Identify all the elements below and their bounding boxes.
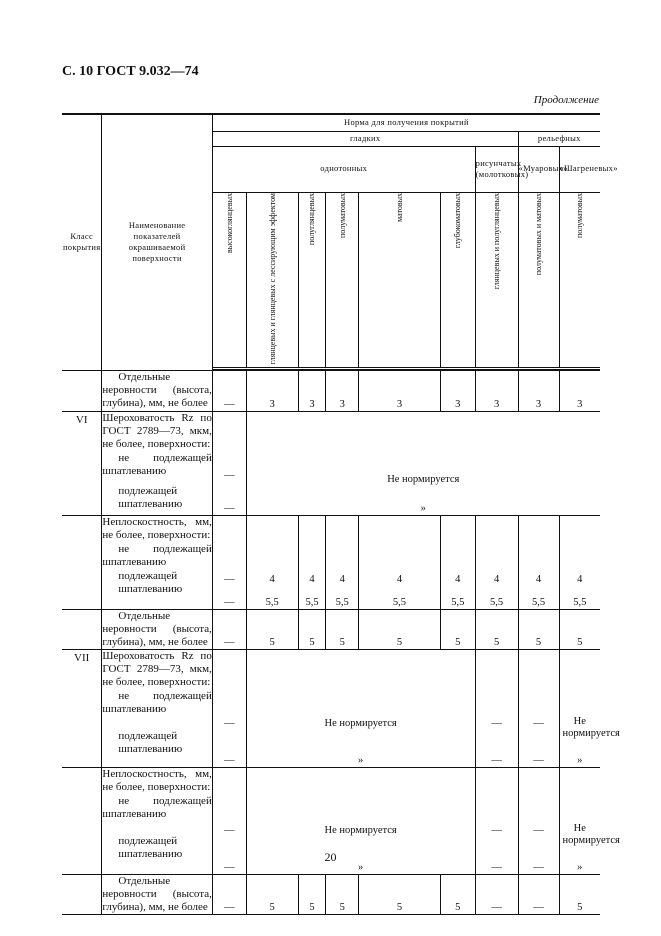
- value-cell: 3: [298, 370, 326, 411]
- col-semi-gloss: [298, 192, 326, 367]
- row-label-text: Шероховатость Rz по ГОСТ 2789—73, мкм, не более, поверхности:: [102, 649, 212, 688]
- row-label: [102, 649, 212, 767]
- value-cell: 3: [518, 370, 559, 411]
- value-cell: 3: [475, 370, 518, 411]
- row-label-text: Отдельные неровности (высота, глубина), мм, не более: [102, 609, 212, 648]
- col-semi-matte: [326, 192, 359, 367]
- row-label-text: Неплоскостность, мм, не более, поверхности:: [102, 515, 212, 541]
- moire-header: «Муаровых»: [518, 146, 559, 192]
- col-high-gloss-label: высокоглянцевых: [224, 192, 234, 253]
- value-cell: 5: [518, 609, 559, 649]
- value-cell: — —: [212, 649, 246, 767]
- dash-value: —: [223, 502, 235, 514]
- class-cell: VI: [62, 411, 102, 515]
- value-cell: 4 5,5: [246, 515, 298, 609]
- value-cell: 4 5,5: [326, 515, 359, 609]
- row-label: [102, 515, 212, 609]
- norm-header: Норма для получения покрытий: [212, 114, 600, 131]
- table-row: [62, 515, 600, 609]
- value-cell: 5: [246, 874, 298, 914]
- value-cell: 5: [298, 874, 326, 914]
- page-number: 20: [324, 850, 337, 864]
- relief-header: рельефных: [518, 131, 600, 146]
- table-row: [62, 874, 600, 914]
- value-cell: 5: [475, 609, 518, 649]
- value-cell: 3: [559, 370, 600, 411]
- value-cell: 5: [298, 609, 326, 649]
- value-cell: 4 5,5: [475, 515, 518, 609]
- monotone-header: однотонных: [212, 146, 475, 192]
- row-label-text: Отдельные неровности (высота, глубина), мм, не более: [102, 370, 212, 409]
- sub-label: подлежащей шпатлеванию: [118, 484, 183, 510]
- row-label-text: Неплоскостность, мм, не более, поверхности:: [102, 767, 212, 793]
- not-normed-text: Не нормируется: [324, 824, 397, 836]
- class-cell: [62, 515, 102, 609]
- not-normed-text: Не нормируется: [387, 473, 460, 485]
- shagreen-header: «Шагреневых»: [559, 146, 600, 192]
- col-high-gloss: [212, 192, 246, 367]
- value-cell: 5: [440, 609, 475, 649]
- col-header-name: Наименование показателей окрашиваемой поверхности: [102, 114, 212, 370]
- sub-label: не подлежащей шпатлеванию: [102, 451, 212, 477]
- col-matte-label: матовых: [394, 192, 404, 222]
- value-cell: 5: [326, 874, 359, 914]
- col-semi-matte-label: полуматовых: [337, 192, 347, 238]
- value-cell: — —: [212, 515, 246, 609]
- col-header-class: Класс покрытия: [62, 114, 102, 370]
- value-cell: 5: [246, 609, 298, 649]
- sub-label: не подлежащей шпатлеванию: [102, 542, 212, 568]
- ditto-mark: »: [357, 861, 364, 873]
- value-cell: 5: [359, 609, 441, 649]
- class-cell: [62, 609, 102, 649]
- sub-label: подлежащей шпатлеванию: [118, 569, 183, 595]
- value-cell: — —: [518, 767, 559, 874]
- col-moire-matte: [518, 192, 559, 367]
- table-row: [62, 411, 600, 515]
- value-cell: 4 5,5: [359, 515, 441, 609]
- ditto-mark: »: [357, 754, 364, 766]
- row-label: [102, 370, 212, 411]
- sub-label: подлежащей шпатлеванию: [118, 834, 183, 860]
- col-patterned-gloss-label: глянцевых и полуглянцевых: [492, 192, 502, 289]
- value-cell: 5: [359, 874, 441, 914]
- col-shagreen-semimatte: [559, 192, 600, 367]
- value-cell: 4 5,5: [440, 515, 475, 609]
- not-normed-text: Не нормируется: [562, 715, 620, 740]
- value-cell: 3: [359, 370, 441, 411]
- col-gloss-glazing: [246, 192, 298, 367]
- table-row: [62, 609, 600, 649]
- col-moire-matte-label: полуматовых и матовых: [533, 192, 543, 275]
- patterned-header: рисунчатых (молотковых): [475, 146, 518, 192]
- value-cell: [559, 649, 620, 767]
- value-cell: —: [518, 874, 559, 914]
- continued-label: Продолжение: [533, 94, 599, 106]
- class-cell: [62, 370, 102, 411]
- ditto-mark: »: [577, 861, 583, 873]
- smooth-header: гладких: [212, 131, 518, 146]
- class-cell: VII: [62, 649, 102, 767]
- col-deep-matte-label: глубокоматовых: [453, 192, 463, 248]
- value-cell: 3: [246, 370, 298, 411]
- not-normed-text: Не нормируется: [324, 717, 397, 729]
- table-row: [62, 649, 600, 767]
- table-row: [62, 370, 600, 411]
- sub-label: не подлежащей шпатлеванию: [102, 689, 212, 715]
- value-cell: 5: [559, 609, 600, 649]
- value-cell: [212, 411, 246, 515]
- row-label-text: Отдельные неровности (высота, глубина), мм, не более: [102, 874, 212, 913]
- row-label: [102, 609, 212, 649]
- col-matte: [359, 192, 441, 367]
- value-cell: 5: [559, 874, 600, 914]
- value-cell: — —: [475, 767, 518, 874]
- col-gloss-glazing-label: глянцевых и глянцевых с лессирующим эффектом: [267, 192, 277, 364]
- sub-label: не подлежащей шпатлеванию: [102, 794, 212, 820]
- value-cell: [246, 649, 475, 767]
- class-cell: [62, 874, 102, 914]
- value-cell: —: [475, 874, 518, 914]
- row-label-text: Шероховатость Rz по ГОСТ 2789—73, мкм, не более, поверхности:: [102, 411, 212, 450]
- value-cell: 4 5,5: [298, 515, 326, 609]
- col-semi-gloss-label: полуглянцевых: [307, 192, 317, 245]
- value-cell: — —: [212, 767, 246, 874]
- col-deep-matte: [440, 192, 475, 367]
- value-cell: — —: [475, 649, 518, 767]
- value-cell: —: [212, 370, 246, 411]
- row-label: [102, 411, 212, 515]
- value-cell: 5: [326, 609, 359, 649]
- value-cell: 3: [440, 370, 475, 411]
- ditto-mark: »: [577, 754, 583, 766]
- page-header: С. 10 ГОСТ 9.032—74: [62, 64, 199, 79]
- col-patterned-gloss: [475, 192, 518, 367]
- value-cell: — —: [518, 649, 559, 767]
- dash-value: —: [223, 469, 235, 481]
- value-cell: 5: [440, 874, 475, 914]
- value-cell: 4 5,5: [518, 515, 559, 609]
- value-cell: —: [212, 874, 246, 914]
- value-cell: [246, 411, 600, 515]
- row-label: [102, 874, 212, 914]
- value-cell: 3: [326, 370, 359, 411]
- value-cell: —: [212, 609, 246, 649]
- not-normed-text: Не нормируется: [562, 822, 620, 847]
- sub-label: подлежащей шпатлеванию: [118, 729, 183, 755]
- ditto-mark: »: [420, 502, 426, 514]
- norms-table: [62, 113, 620, 915]
- col-shagreen-semimatte-label: полуматовых: [575, 192, 585, 238]
- value-cell: 4 5,5: [559, 515, 600, 609]
